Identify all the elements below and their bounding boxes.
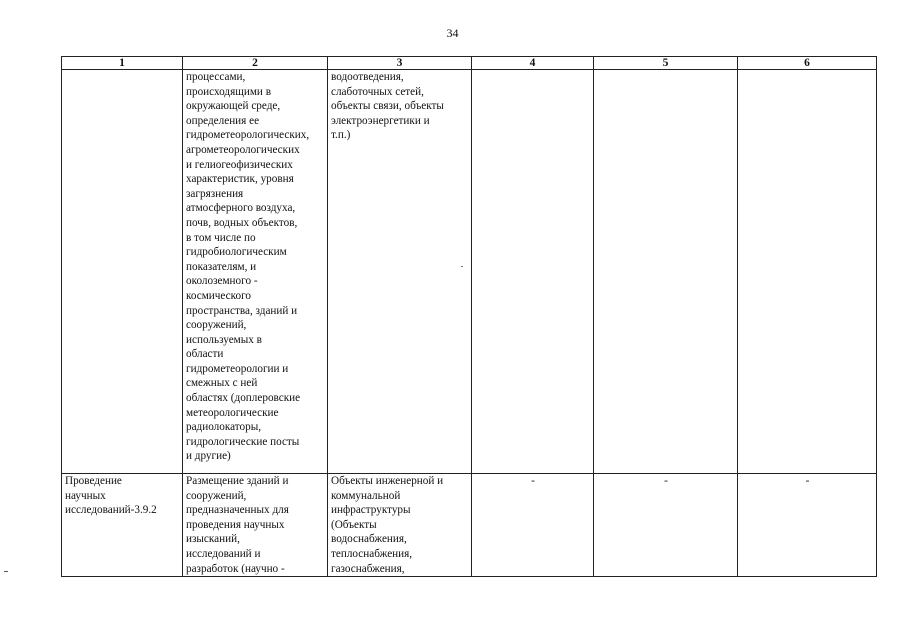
column-header: 1 [62,57,183,70]
column-header: 5 [594,57,738,70]
table-cell [594,70,738,474]
cell-text: водоотведения, слаботочных сетей, объекты связи, объекты электроэнергетики и т.п.) [331,71,444,142]
column-header: 6 [738,57,877,70]
table-cell [738,474,877,577]
table-cell [472,70,594,474]
cell-text: процессами, происходящими в окружающей среде, определения ее гидрометеорологических, агрометеорологических и гелиогеофизических характеристик, уровня загрязнения атмосферного воздуха, почв, водных объектов, в том числе по гидробиологическим показателям, и околоземного - космического пространства, зданий и сооружений, используемых в области гидрометеорологии и смежных с ней областях (доплеровские метеорологические радиолокаторы, гидрологические посты и другие) [186,71,310,463]
table-cell [183,70,328,474]
column-header: 3 [328,57,472,70]
cell-text: - [805,475,810,487]
table-cell [328,70,472,474]
table-cell [594,474,738,577]
table-cell [472,474,594,577]
column-header: 2 [183,57,328,70]
margin-mark [4,571,8,572]
table-cell [328,474,472,577]
table-cell [62,474,183,577]
table-cell [62,70,183,474]
table-row [62,474,877,577]
table-row [62,70,877,474]
land-use-table [61,56,877,577]
cell-text: Размещение зданий и сооружений, предназначенных для проведения научных изысканий, исследований и разработок (научно - [186,475,289,575]
column-header: 4 [472,57,594,70]
page-number: 34 [446,26,459,40]
cell-text: Проведение научных исследований-3.9.2 [65,475,157,517]
table-cell [183,474,328,577]
cell-text: - [664,475,668,487]
cell-text: - [531,475,535,487]
table-cell [738,70,877,474]
table-header-row [62,57,877,70]
cell-text: Объекты инженерной и коммунальной инфраструктуры (Объекты водоснабжения, теплоснабжения, газоснабжения, [331,475,444,575]
scan-artifact [461,266,463,267]
